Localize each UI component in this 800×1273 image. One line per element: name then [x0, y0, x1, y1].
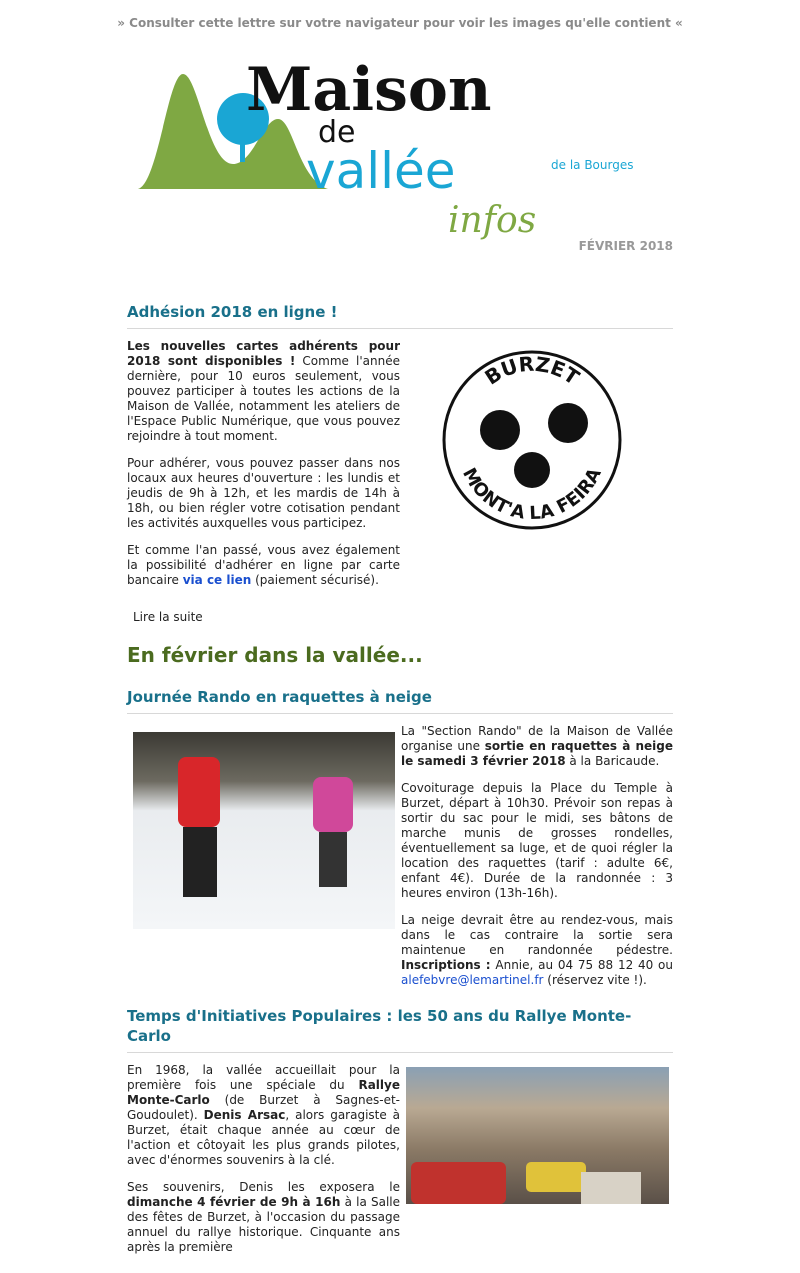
adhesion-text: Les nouvelles cartes adhérents pour 2018 sont disponibles ! Comme l'année dernière, pour 10 euros seulement, vous pouvez participer à toutes les actions de la Maison de Vallée, notamment les ateliers de l'Espace Public Numérique, que vous pouvez rejoindre à tout moment. Pour adhérer, vous pouvez passer dans nos locaux aux heures d'ouverture : les lundis et jeudis de 9h à 12h, et les mardis de 14h à 18h, ou bien régler votre cotisation pendant les activités auxquelles vous participez. Et comme l'an passé, vous avez également la possibilité d'adhérer en ligne par carte bancaire via ce lien (paiement sécurisé). [127, 339, 400, 587]
rando-text: La "Section Rando" de la Maison de Vallée organise une sortie en raquettes à neige le samedi 3 février 2018 à la Baricaude. Covoiturage depuis la Place du Temple à Burzet, départ à 10h30. Prévoir son repas à sortir du sac pour le midi, ses bâtons de marche munis de grosses rondelles, éventuellement sa luge, et de quoi régler la location des raquettes (tarif : adulte 6€, enfant 4€). Durée de la randonnée : 3 heures environ (13h-16h). La neige devrait être au rendez-vous, mais dans le cas contraire la sortie sera maintenue en randonnée pédestre. Inscriptions : Annie, au 04 75 88 12 40 ou alefebvre@lemartinel.fr (réservez vite !). [401, 724, 673, 987]
membership-link[interactable]: via ce lien [182, 573, 252, 587]
view-in-browser-link[interactable]: » Consulter cette lettre sur votre navigateur pour voir les images qu'elle contient « [117, 16, 683, 30]
svg-text:de la Bourges: de la Bourges [551, 158, 634, 172]
section-title-adhesion: Adhésion 2018 en ligne ! [127, 302, 673, 329]
main-content [127, 302, 673, 1273]
read-more-link[interactable]: Lire la suite [133, 610, 203, 624]
february-heading: En février dans la vallée... [127, 643, 423, 667]
issue-date: FÉVRIER 2018 [578, 239, 673, 253]
svg-text:vallée: vallée [306, 142, 456, 200]
svg-text:de: de [318, 115, 356, 150]
svg-text:Maison: Maison [246, 55, 492, 125]
rando-section [127, 687, 673, 988]
rallye-photo [406, 1067, 669, 1204]
snowshoe-hike-photo [133, 732, 395, 929]
email-link[interactable]: alefebvre@lemartinel.fr [401, 973, 544, 987]
section-title-rallye: Temps d'Initiatives Populaires : les 50 ans du Rallye Monte-Carlo [127, 1006, 673, 1053]
rallye-text: En 1968, la vallée accueillait pour la première fois une spéciale du Rallye Monte-Carlo (de Burzet à Sagnes-et-Goudoulet). Denis Arsac, alors garagiste à Burzet, était chaque année au cœur de l'action et côtoyait les plus grands pilotes, avec d'énormes souvenirs à la clé. Ses souvenirs, Denis les exposera le dimanche 4 février de 9h à 16h à la Salle des fêtes de Burzet, à l'occasion du passage annuel du rallye historique. Cinquante ans après la première [127, 1063, 401, 1254]
svg-text:BURZET: BURZET [480, 351, 584, 390]
section-title-rando: Journée Rando en raquettes à neige [127, 687, 673, 714]
maison-de-vallee-logo [138, 44, 668, 240]
adhesion-section [127, 302, 673, 625]
svg-text:infos: infos [448, 200, 537, 240]
svg-text:MONT'A LA FEIRA: MONT'A LA FEIRA [458, 464, 606, 525]
burzet-badge-image [440, 345, 625, 535]
rallye-section [127, 1006, 673, 1255]
